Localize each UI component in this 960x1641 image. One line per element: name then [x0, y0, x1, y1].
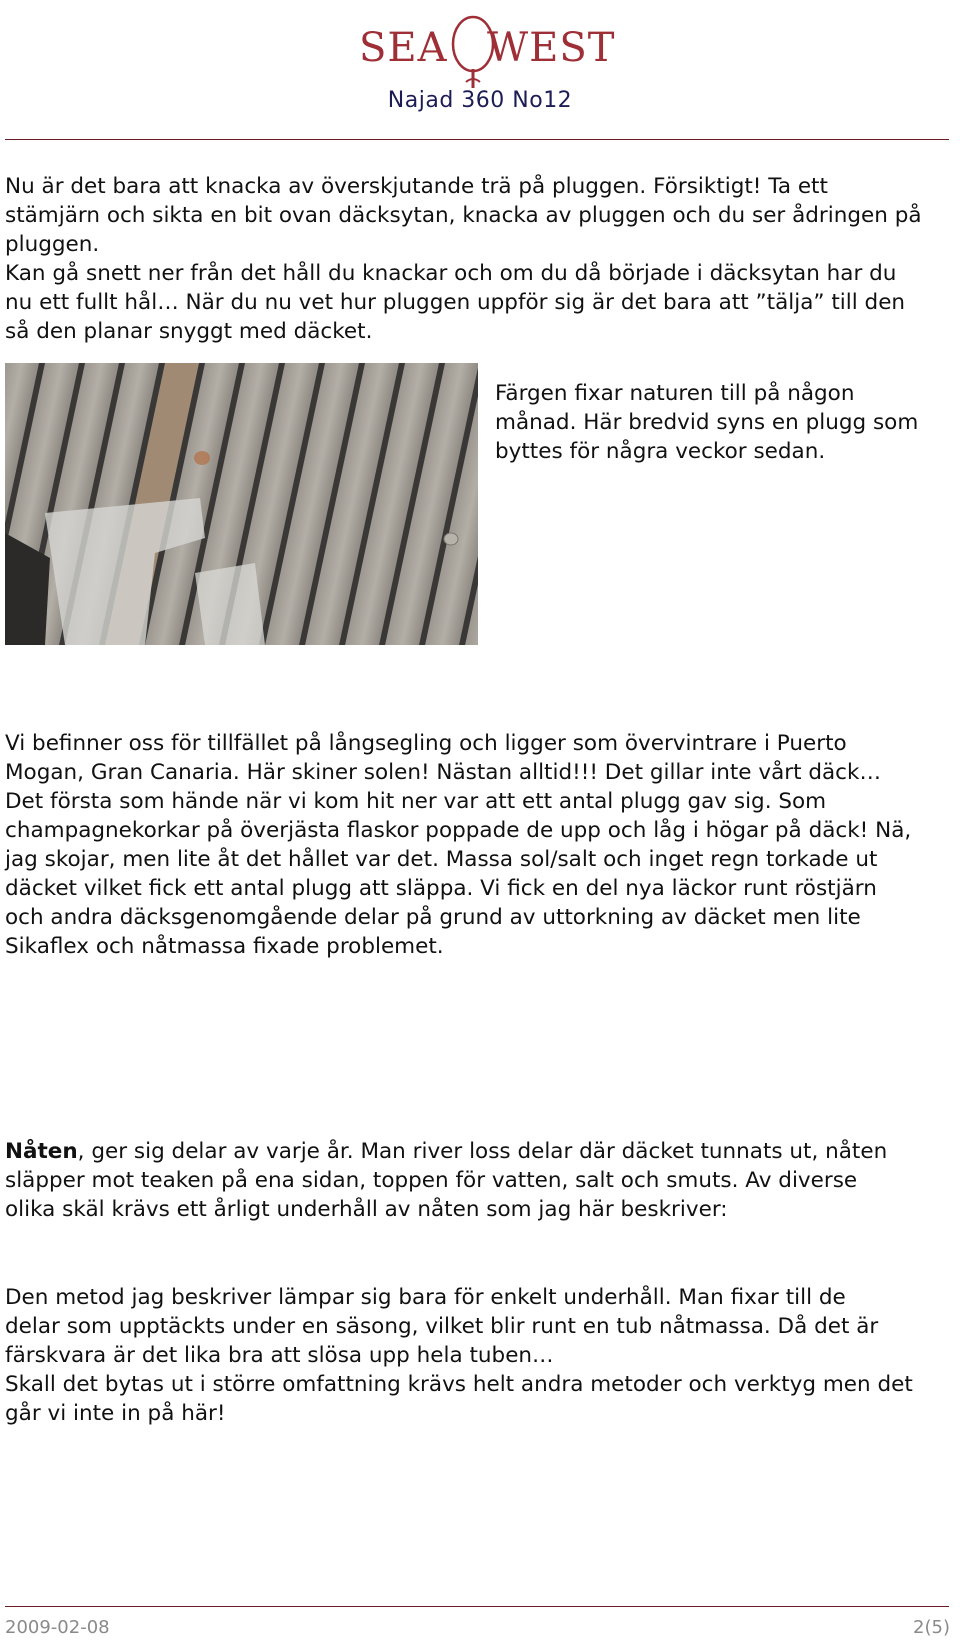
caption-line: månad. Här bredvid syns en plugg som: [495, 410, 919, 435]
photo-caption: [495, 379, 945, 466]
text-line: [5, 1137, 955, 1166]
bold-term: Nåten: [5, 1139, 78, 1164]
caption-line: byttes för några veckor sedan.: [495, 439, 826, 464]
text-line: däcket vilket fick ett antal plugg att släppa. Vi fick en del nya läckor runt röstjärn: [5, 876, 877, 901]
document-title: Najad 360 No12: [387, 88, 573, 113]
text-line: nu ett fullt hål… När du nu vet hur pluggen uppför sig är det bara att ”tälja” till den: [5, 290, 906, 315]
logo-text-left: SEA: [359, 25, 448, 71]
text-line: Kan gå snett ner från det håll du knackar och om du då började i däcksytan har du: [5, 261, 897, 286]
text-fragment: , ger sig delar av varje år. Man river loss delar där däcket tunnats ut, nåten: [77, 1139, 888, 1164]
caption-line: Färgen fixar naturen till på någon: [495, 381, 855, 406]
teak-deck-photo: [5, 363, 478, 645]
paragraph-naten: [5, 1137, 955, 1224]
text-line: Sikaflex och nåtmassa fixade problemet.: [5, 934, 444, 959]
text-line: Skall det bytas ut i större omfattning krävs helt andra metoder och verktyg men det: [5, 1372, 913, 1397]
text-line: Nu är det bara att knacka av överskjutande trä på pluggen. Försiktigt! Ta ett: [5, 174, 828, 199]
text-line: Vi befinner oss för tillfället på långsegling och ligger som övervintrare i Puerto: [5, 731, 847, 756]
text-line: olika skäl krävs ett årligt underhåll av nåten som jag här beskriver:: [5, 1197, 728, 1222]
logo-text-right: WEST: [487, 25, 616, 71]
text-line: delar som upptäckts under en säsong, vilket blir runt en tub nåtmassa. Då det är: [5, 1314, 879, 1339]
text-line: jag skojar, men lite åt det hållet var det. Massa sol/salt och inget regn torkade ut: [5, 847, 878, 872]
footer-date: 2009-02-08: [5, 1617, 110, 1638]
paragraph-plug-trimming: [5, 172, 955, 346]
text-line: Mogan, Gran Canaria. Här skiner solen! Nästan alltid!!! Det gillar inte vårt däck…: [5, 760, 881, 785]
text-line: Den metod jag beskriver lämpar sig bara för enkelt underhåll. Man fixar till de: [5, 1285, 846, 1310]
text-line: färskvara är det lika bra att slösa upp hela tuben…: [5, 1343, 554, 1368]
text-line: champagnekorkar på överjästa flaskor poppade de upp och låg i högar på däck! Nä,: [5, 818, 912, 843]
text-line: går vi inte in på här!: [5, 1401, 226, 1426]
page-number: 2(5): [913, 1617, 950, 1638]
header-divider: [5, 139, 949, 140]
text-line: och andra däcksgenomgående delar på grund av uttorkning av däcket men lite: [5, 905, 861, 930]
text-line: släpper mot teaken på ena sidan, toppen för vatten, salt och smuts. Av diverse: [5, 1168, 858, 1193]
footer-divider: [5, 1606, 949, 1607]
text-line: Det första som hände när vi kom hit ner var att ett antal plugg gav sig. Som: [5, 789, 827, 814]
text-line: pluggen.: [5, 232, 100, 257]
seaqwest-logo: [355, 14, 616, 90]
text-line: stämjärn och sikta en bit ovan däcksytan, knacka av pluggen och du ser ådringen på: [5, 203, 922, 228]
paragraph-puerto-mogan: [5, 729, 955, 961]
paragraph-method: [5, 1283, 955, 1428]
teak-deck-image: [5, 363, 478, 645]
text-line: så den planar snyggt med däcket.: [5, 319, 373, 344]
